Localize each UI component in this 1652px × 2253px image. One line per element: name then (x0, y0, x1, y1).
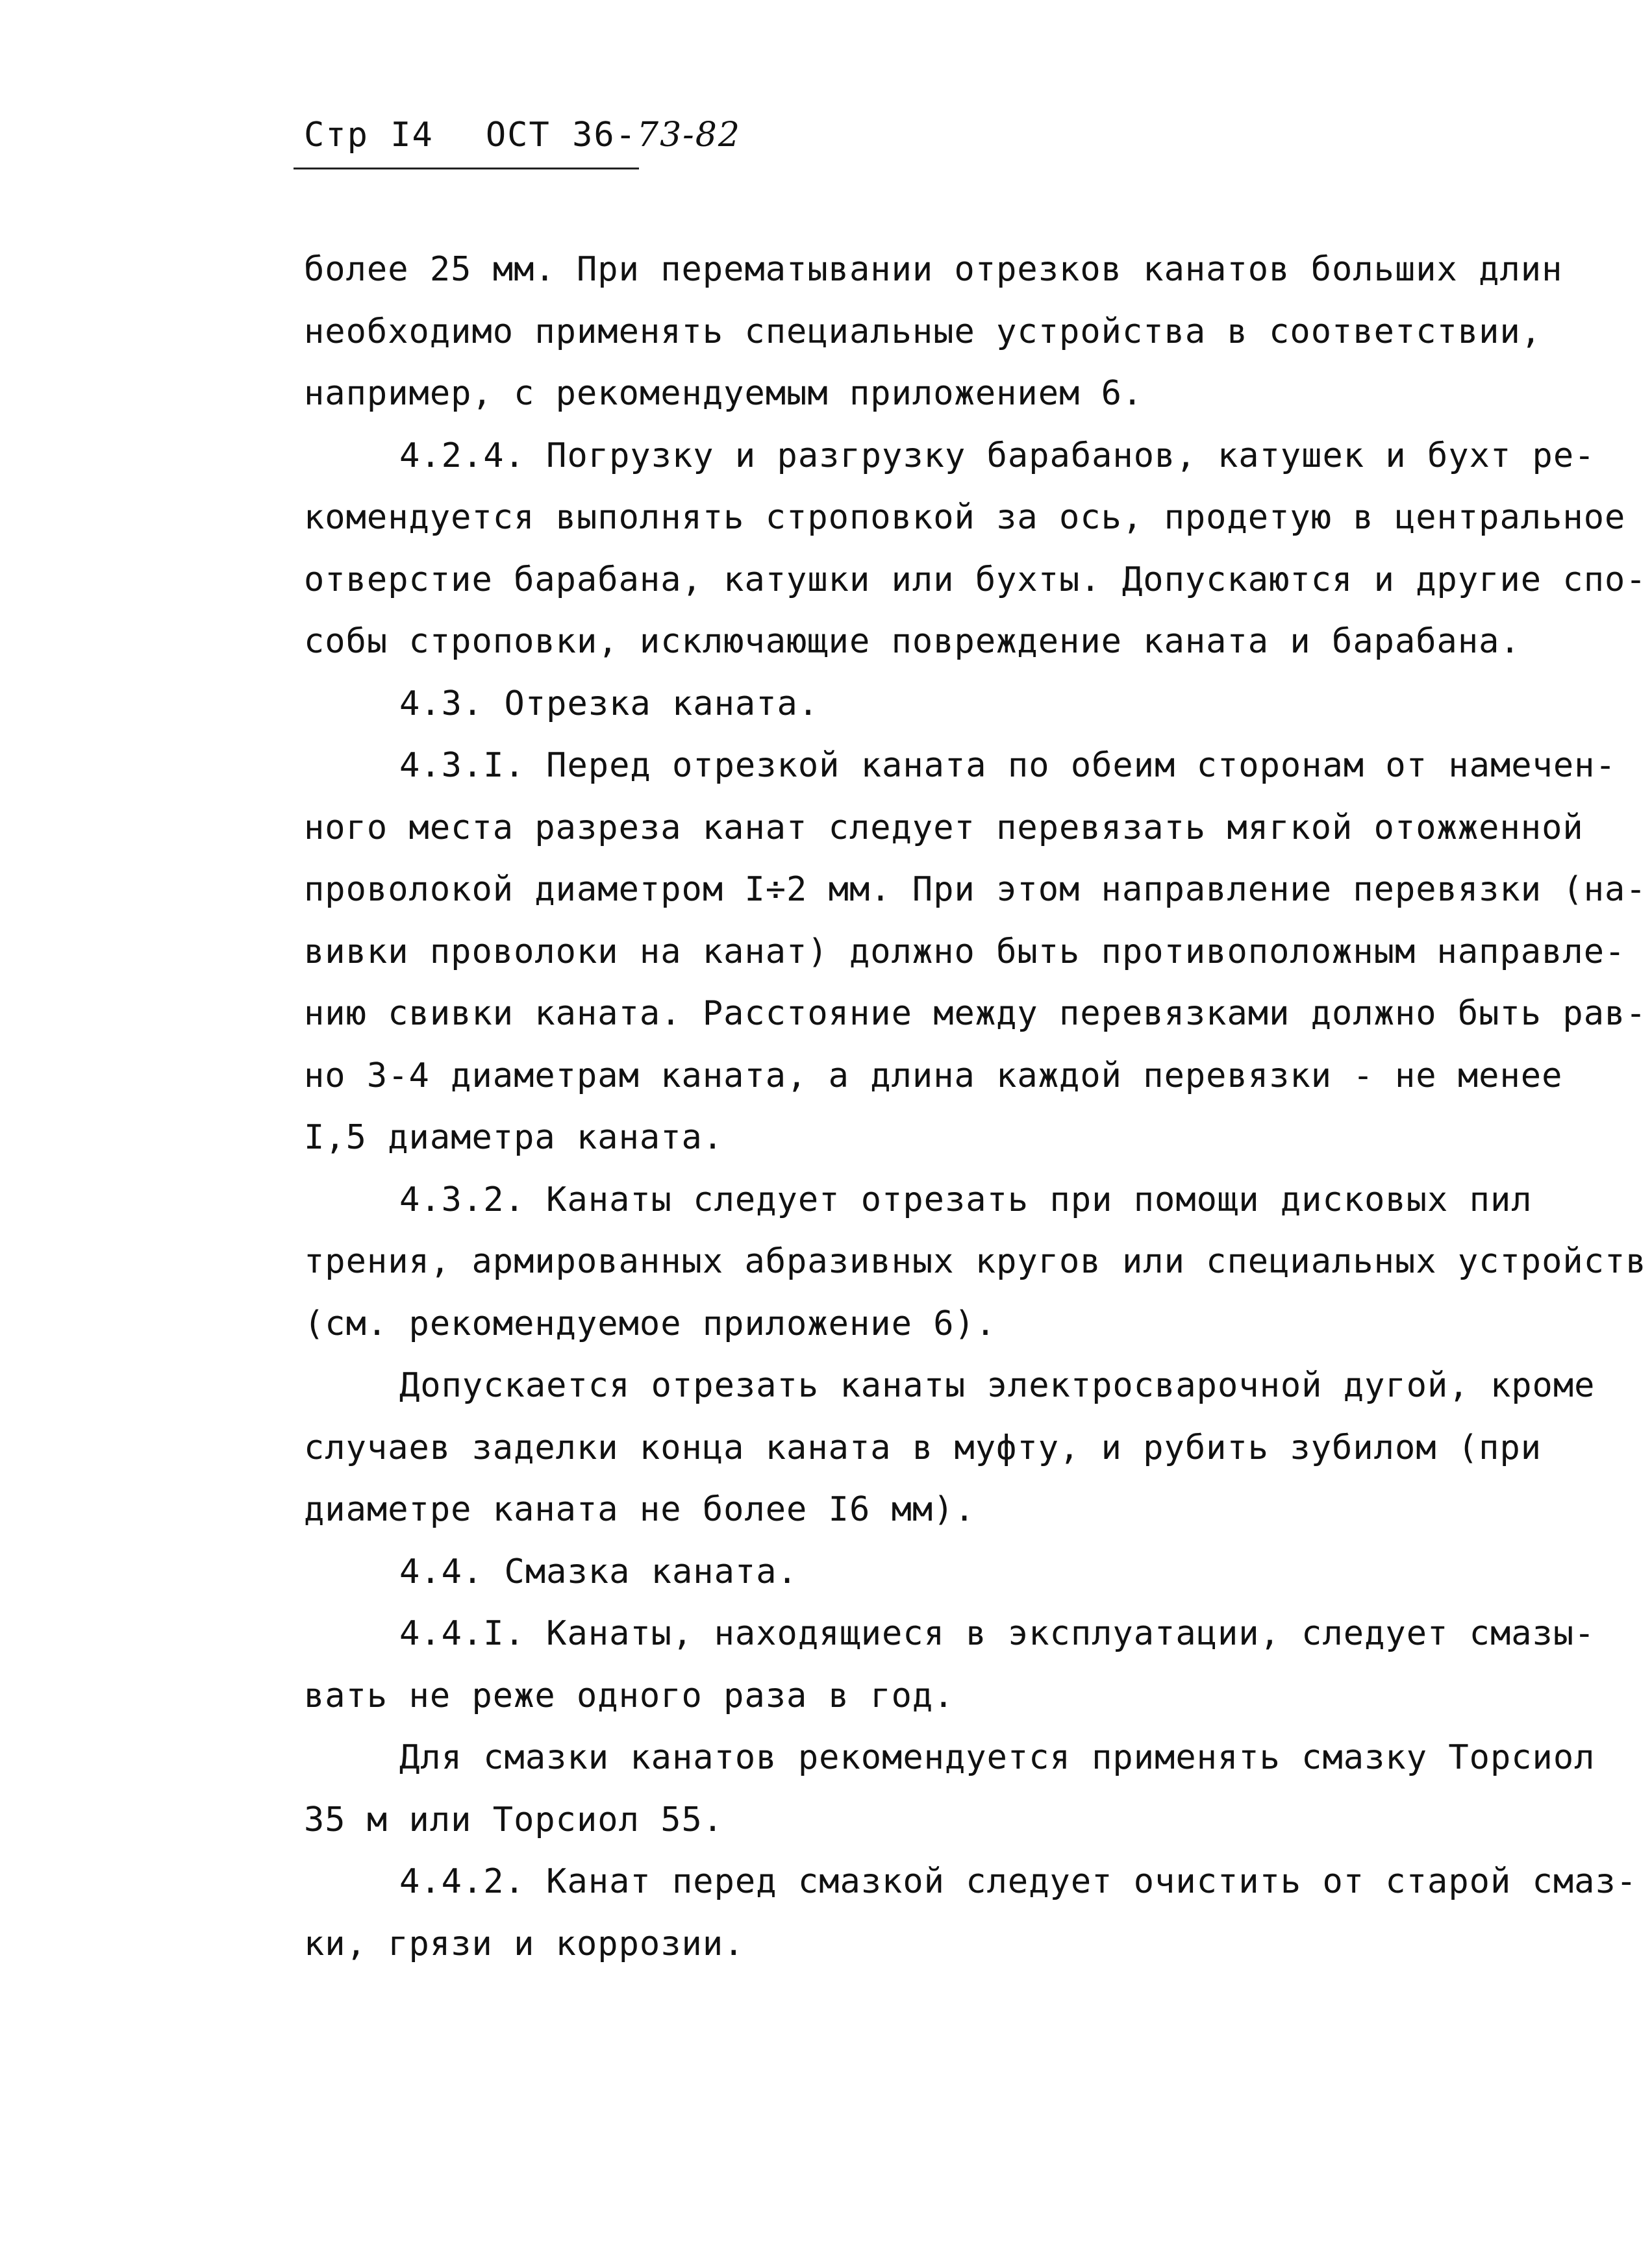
header-underline (294, 168, 639, 169)
paragraph-start-line: 4.3.I. Перед отрезкой каната по обеим сторонам от намечен- (399, 746, 1616, 785)
text-line: диаметре каната не более I6 мм). (304, 1490, 975, 1529)
text-line: более 25 мм. При перематывании отрезков канатов больших длин (304, 250, 1563, 289)
text-line: случаев заделки конца каната в муфту, и рубить зубилом (при (304, 1428, 1542, 1467)
text-line: проволокой диаметром I÷2 мм. При этом направление перевязки (на- (304, 870, 1647, 909)
text-line: собы строповки, исключающие повреждение каната и барабана. (304, 622, 1521, 661)
page-header (304, 116, 741, 155)
text-line: необходимо применять специальные устройства в соответствии, (304, 312, 1542, 351)
paragraph-start-line: 4.4.I. Канаты, находящиеся в эксплуатации, следует смазы- (399, 1614, 1596, 1653)
text-line: вать не реже одного раза в год. (304, 1676, 955, 1715)
text-line: отверстие барабана, катушки или бухты. Допускаются и другие спо- (304, 560, 1647, 599)
paragraph-start-line: Допускается отрезать канаты электросварочной дугой, кроме (399, 1366, 1596, 1405)
standard-number: ОСТ 36- (485, 116, 637, 155)
paragraph-start-line: 4.2.4. Погрузку и разгрузку барабанов, катушек и бухт ре- (399, 436, 1596, 475)
paragraph-start-line: 4.3.2. Канаты следует отрезать при помощи дисковых пил (399, 1180, 1533, 1219)
text-line: ного места разреза канат следует перевязать мягкой отожженной (304, 808, 1584, 847)
page-number: Стр I4 (304, 116, 434, 155)
section-heading: 4.4. Смазка каната. (399, 1552, 798, 1591)
text-line: трения, армированных абразивных кругов или специальных устройств (304, 1242, 1647, 1281)
text-line: нию свивки каната. Расстояние между перевязками должно быть рав- (304, 994, 1647, 1033)
text-line: комендуется выполнять строповкой за ось, продетую в центральное (304, 498, 1626, 537)
paragraph-start-line: Для смазки канатов рекомендуется применять смазку Торсиол (399, 1738, 1596, 1777)
text-line: I,5 диаметра каната. (304, 1118, 724, 1157)
text-line: вивки проволоки на канат) должно быть противоположным направле- (304, 932, 1626, 971)
standard-number-handwritten: 73-82 (637, 116, 741, 155)
text-line: ки, грязи и коррозии. (304, 1924, 745, 1963)
paragraph-start-line: 4.4.2. Канат перед смазкой следует очистить от старой смаз- (399, 1862, 1638, 1901)
body-text (304, 239, 1647, 1975)
text-line: например, с рекомендуемым приложением 6. (304, 374, 1144, 413)
section-heading: 4.3. Отрезка каната. (399, 684, 820, 723)
text-line: 35 м или Торсиол 55. (304, 1800, 724, 1839)
text-line: (см. рекомендуемое приложение 6). (304, 1304, 997, 1343)
text-line: но 3-4 диаметрам каната, а длина каждой перевязки - не менее (304, 1056, 1563, 1095)
